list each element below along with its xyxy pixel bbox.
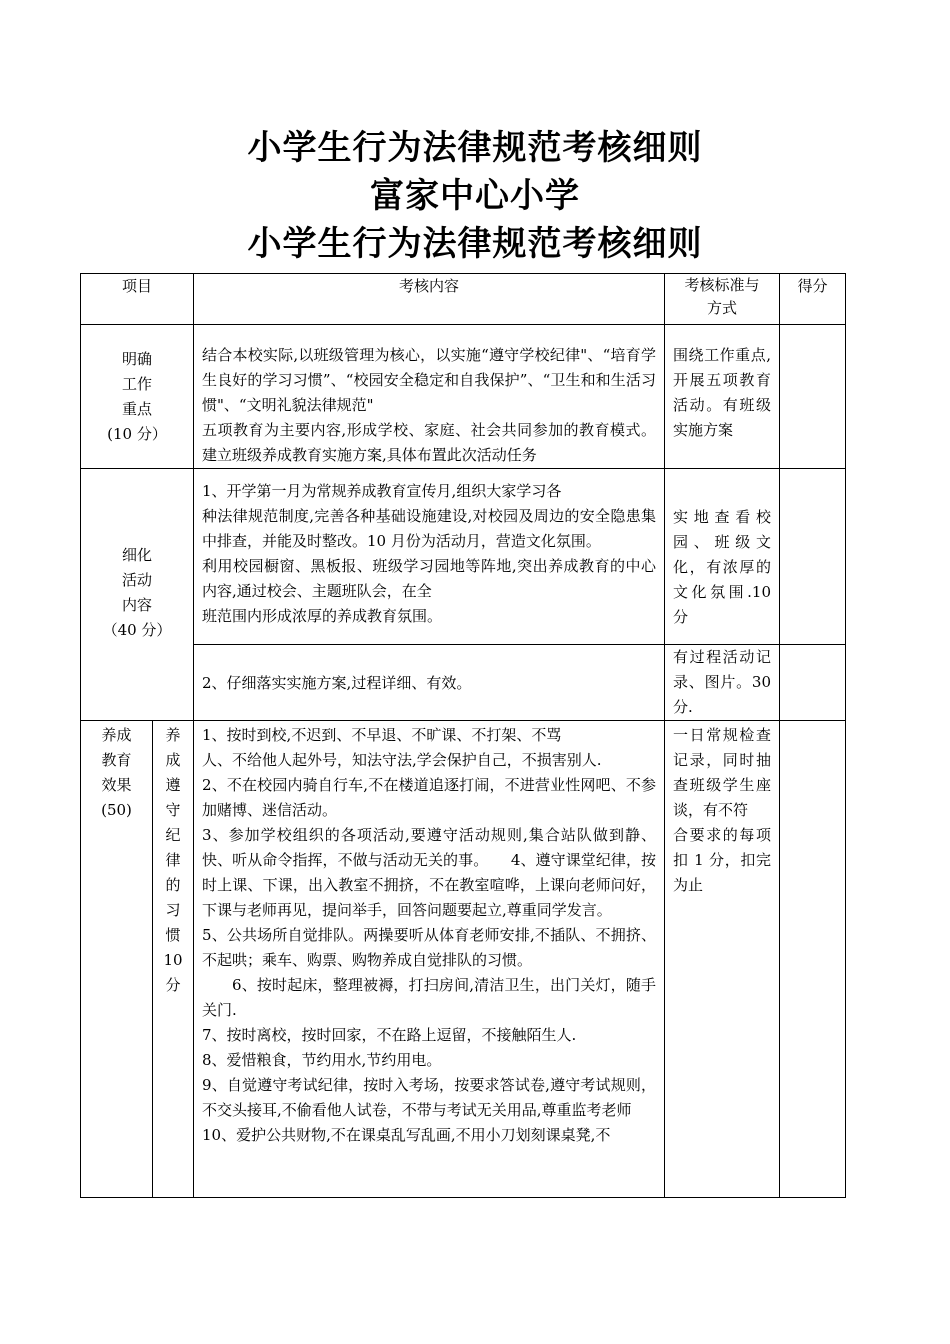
sub-item-char: 惯 bbox=[165, 926, 181, 944]
item-line: （40 分） bbox=[102, 621, 172, 639]
content-cell bbox=[194, 721, 665, 1198]
score-cell bbox=[780, 645, 846, 721]
sub-item-char: 遵 bbox=[165, 776, 181, 794]
table-row bbox=[81, 645, 846, 721]
document-title: 小学生行为法律规范考核细则 bbox=[247, 128, 703, 168]
header-standard bbox=[665, 274, 780, 325]
sub-item-char: 守 bbox=[165, 801, 181, 819]
item-line: 明确 bbox=[122, 349, 153, 368]
header-item: 项目 bbox=[81, 274, 194, 325]
item-line: 内容 bbox=[122, 596, 153, 614]
item-line: 细化 bbox=[122, 546, 153, 564]
item-line: 教育 bbox=[101, 751, 132, 769]
table-title: 小学生行为法律规范考核细则 bbox=[247, 224, 703, 264]
score-cell bbox=[780, 469, 846, 645]
content-paragraph: 6、按时起床，整理被褥，打扫房间,清洁卫生，出门关灯，随手关门. bbox=[202, 976, 657, 1019]
score-cell bbox=[780, 721, 846, 1198]
standard-paragraph: 合要求的每项扣 1 分，扣完为止 bbox=[673, 826, 772, 894]
content-paragraph: 五项教育为主要内容,形成学校、家庭、社会共同参加的教育模式。建立班级养成教育实施方案,具体布置此次活动任务 bbox=[202, 421, 657, 464]
content-paragraph: 7、按时离校，按时回家，不在路上逗留，不接触陌生人. bbox=[202, 1026, 577, 1044]
sub-item-char: 成 bbox=[165, 751, 181, 769]
content-cell bbox=[194, 469, 665, 645]
content-paragraph: 5、公共场所自觉排队。两操要听从体育老师安排,不插队、不拥挤、不起哄；乘车、购票、购物养成自觉排队的习惯。 bbox=[202, 926, 657, 969]
item-cell bbox=[81, 469, 194, 721]
table-row bbox=[81, 325, 846, 469]
standard-cell bbox=[665, 721, 780, 1198]
standard-cell: 实地查看校园、班级文化，有浓厚的文化氛围.10 分 bbox=[665, 469, 780, 645]
item-line: 工作 bbox=[122, 374, 153, 393]
content-paragraph: 1、开学第一月为常规养成教育宣传月,组织大家学习各 bbox=[202, 482, 562, 500]
content-paragraph: 1、按时到校,不迟到、不早退、不旷课、不打架、不骂 bbox=[202, 726, 562, 744]
item-line: (10 分） bbox=[107, 424, 167, 443]
score-cell bbox=[780, 325, 846, 469]
sub-item-char: 纪 bbox=[165, 826, 181, 844]
content-paragraph: 结合本校实际,以班级管理为核心，以实施“遵守学校纪律"、“培育学生良好的学习习惯”、“校园安全稳定和自我保护”、“卫生和和生活习惯"、“文明礼貌法律规范" bbox=[202, 346, 657, 414]
content-paragraph: 班范围内形成浓厚的养成教育氛围。 bbox=[202, 607, 443, 625]
content-cell bbox=[194, 325, 665, 469]
item-cell bbox=[81, 325, 194, 469]
content-paragraph: 8、爱惜粮食，节约用水,节约用电。 bbox=[202, 1051, 442, 1069]
sub-item-char: 律 bbox=[165, 851, 181, 869]
content-paragraph: 10、爱护公共财物,不在课桌乱写乱画,不用小刀划刻课桌凳,不 bbox=[202, 1126, 611, 1144]
sub-item-char: 的 bbox=[165, 876, 181, 894]
standard-paragraph: 一日常规检查记录，同时抽查班级学生座谈，有不符 bbox=[673, 726, 772, 819]
content-cell: 2、仔细落实实施方案,过程详细、有效。 bbox=[194, 645, 665, 721]
title-block bbox=[0, 124, 950, 268]
item-line: (50) bbox=[101, 801, 132, 819]
content-paragraph: 利用校园橱窗、黑板报、班级学习园地等阵地,突出养成教育的中心内容,通过校会、主题班队会，在全 bbox=[202, 557, 657, 600]
item-cell bbox=[81, 721, 153, 1198]
header-content: 考核内容 bbox=[194, 274, 665, 325]
table-row bbox=[81, 469, 846, 645]
content-paragraph: 2、不在校园内骑自行车,不在楼道追逐打闹，不进营业性网吧、不参加赌博、迷信活动。 bbox=[202, 776, 657, 819]
table-header-row bbox=[81, 274, 846, 325]
header-standard-line1: 考核标准与 bbox=[684, 276, 760, 294]
sub-item-char: 养 bbox=[165, 726, 181, 744]
content-paragraph: 9、自觉遵守考试纪律，按时入考场，按要求答试卷,遵守考试规则，不交头接耳,不偷看他人试卷，不带与考试无关用品,尊重监考老师 bbox=[202, 1076, 657, 1119]
content-paragraph: 种法律规范制度,完善各种基础设施建设,对校园及周边的安全隐患集中排查，并能及时整改。10 月份为活动月，营造文化氛围。 bbox=[202, 507, 657, 550]
content-paragraph: 3、参加学校组织的各项活动,要遵守活动规则,集合站队做到静、快、听从命令指挥，不做与活动无关的事。 4、遵守课堂纪律，按时上课、下课，出入教室不拥挤，不在教室喧哗，上课向老师问好，下课与老师再见，提问举手，回答问题要起立,尊重同学发言。 bbox=[202, 826, 657, 919]
sub-item-char: 10 bbox=[163, 951, 183, 969]
header-score: 得分 bbox=[780, 274, 846, 325]
item-line: 重点 bbox=[122, 399, 153, 418]
assessment-table bbox=[80, 273, 846, 1198]
sub-item-char: 分 bbox=[165, 976, 181, 994]
item-line: 效果 bbox=[101, 776, 132, 794]
standard-cell: 有过程活动记录、图片。30 分. bbox=[665, 645, 780, 721]
table-row bbox=[81, 721, 846, 1198]
school-name: 富家中心小学 bbox=[370, 176, 580, 216]
content-paragraph: 人、不给他人起外号，知法守法,学会保护自己，不损害别人. bbox=[202, 751, 602, 769]
standard-cell: 围绕工作重点,开展五项教育活动。有班级实施方案 bbox=[665, 325, 780, 469]
sub-item-cell bbox=[153, 721, 194, 1198]
header-standard-line2: 方式 bbox=[707, 299, 738, 317]
sub-item-char: 习 bbox=[165, 901, 181, 919]
item-line: 活动 bbox=[122, 571, 153, 589]
item-line: 养成 bbox=[101, 726, 132, 744]
